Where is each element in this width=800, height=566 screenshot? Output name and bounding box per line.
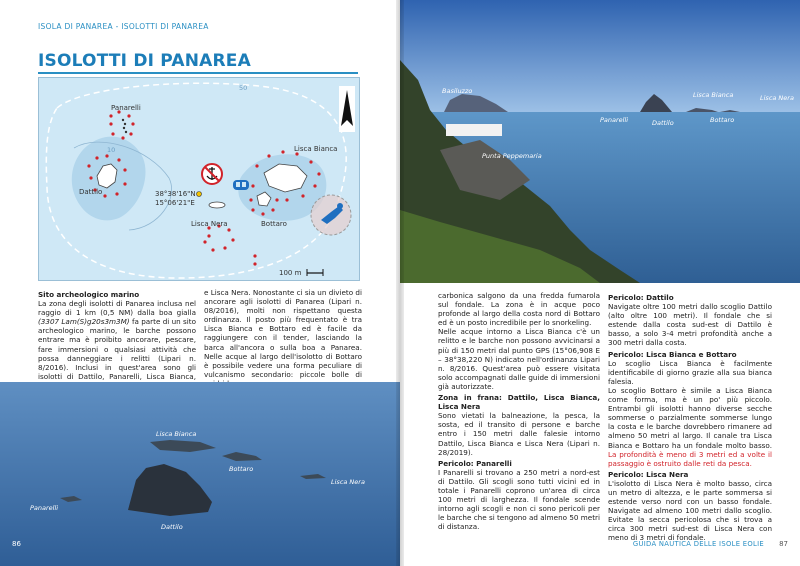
book-spine [396,0,404,566]
photo-label-punta-peppemaria: Punta Peppemaria [482,152,542,160]
photo-label-dattilo: Dattilo [652,119,674,127]
paragraph-anchoring: e Lisca Nera. Nonostante ci sia un divieto di ancorare agli isolotti di Panarea (Lipari n. 08/2016), molti non rispettano questa ordinanza. Il posto più frequentato è tra Lisca Bianca e Bottaro ed è facile da raggiungere con il tender, lasciando la barca all'ancora o sulla boa a Panarea. Nelle acque al largo dell'isolotto di Bottaro è possibile vedere una forma peculiare di vulcanismo secondario: piccole bolle di [204,288,362,379]
diver-icon [311,195,351,235]
left-column-2 [204,288,362,388]
heading-danger-lisca-bianca-bottaro: Pericolo: Lisca Bianca e Bottaro [608,349,737,359]
photo-islets-aerial [0,382,400,566]
running-head: ISOLA DI PANAREA - ISOLOTTI DI PANAREA [38,22,209,31]
photo-label-dattilo: Dattilo [161,523,183,531]
photo-label-bottaro: Bottaro [710,116,735,124]
page-number-left: 86 [12,540,21,548]
paragraph-archaeological-site: La zona degli isolotti di Panarea inclusa nel raggio di 1 km (0,5 NM) dalla boa gialla (3307 Lam(S)g20s3m3M) fa parte di un sito archeologico marino, le barche possono entrare ma è proibito ancorare, pescare, fare immersioni o qualsiasi attività che possa danneggiare i relitti (Lipari n. 8/2016). Inclusi in quest'area sono gli isolotti di Dattilo, Panarelli, Lisca Bianca, [38,299,196,381]
no-anchor-icon [202,164,222,184]
map-coords-lat: 38°38'16"N [155,190,196,198]
photo-coast-view [400,0,800,283]
section-title: ISOLOTTI DI PANAREA [38,51,251,71]
island-lisca-nera [209,202,225,208]
paragraph-fumarole: carbonica salgono da una fredda fumarola sul fondale. La zona è in acque poco profonde al largo della costa nord di Bottaro ed è un posto incredibile per lo snorkeling. [438,291,600,328]
paragraph-landslide-zone: Sono vietati la balneazione, la pesca, la sosta, ed il transito di persone e barche entro i 150 metri dalle falesie intorno Dattilo, Lisca Bianca e Lisca Nera (Lipari n. 28/2019). [438,411,600,457]
heading-danger-dattilo: Pericolo: Dattilo [608,293,674,302]
photo-label-lisca-bianca: Lisca Bianca [693,91,734,99]
paragraph-danger-panarelli: I Panarelli si trovano a 250 metri a nord-est di Dattilo. Gli scogli sono tutti vicini ed in totale i Panarelli coprono un'area di circa 100 metri di larghezza. Il fondale scende intorno agli scogli e non ci sono pericoli per le barche che si tengono ad almeno 50 metri di distanza. [438,467,600,532]
photo-label-lisca-nera: Lisca Nera [760,94,794,102]
map-coords-lon: 15°06'21"E [155,199,195,207]
heading-danger-panarelli: Pericolo: Panarelli [438,458,512,468]
paragraph-danger-lisca-nera: L'isolotto di Lisca Nera è molto basso, circa un metro di altezza, e le parte sommersa si estende verso nord con un basso fondale. Navigate ad almeno 100 metri dallo scoglio. Evitate la secca pericolosa che si trova a circa 300 metri sud-est di Lisca Nera con meno di 3 metri di fondale. [608,478,772,543]
paragraph-danger-dattilo: Navigate oltre 100 metri dallo scoglio Dattilo (alto oltre 100 metri). Il fondale che si estende dalla costa sud-est di Dattilo è basso, a solo 3-4 metri profondità anche a 300 metri dalla costa. [608,302,772,348]
map-scale-label: 100 m [279,269,302,277]
paragraph-lisca-bianca: Lo scoglio Lisca Bianca è facilmente identificabile di giorno grazie alla sua bianca falesia. [608,358,772,386]
left-column-1 [38,288,196,390]
photo-label-lisca-nera: Lisca Nera [331,478,365,486]
right-column-1 [438,291,600,531]
title-rule [38,72,358,74]
buoy-icon [197,192,202,197]
map-label-lisca-bianca: Lisca Bianca [294,145,338,153]
map-label-panarelli: Panarelli [111,104,141,112]
photo-label-lisca-bianca: Lisca Bianca [156,430,197,438]
map-label-bottaro: Bottaro [261,220,287,228]
map-label-dattilo: Dattilo [79,188,103,196]
map-depth-50: 50 [239,84,248,92]
right-page [400,0,800,566]
diver-mask-icon [233,180,249,190]
right-column-2 [608,291,772,543]
paragraph-bottaro: Lo scoglio Bottaro è simile a Lisca Bianca come forma, ma è un po' più piccolo. Entrambi gli isolotti hanno diverse secche sommerse o parzialmente sommerse lungo la costa e le barche dovrebbero rimanere ad almeno 50 metri al largo. Il canale tra Lisca Bianca e Bottaro ha un fondale molto basso. La profondità è meno di 3 metri ed a volte il passaggio è ostruito dalle reti da pesca. [608,385,772,468]
photo-label-bottaro: Bottaro [229,465,254,473]
paragraph-wreck: Nelle acque intorno a Lisca Bianca c'è un relitto e le barche non possono avvicinarsi a più di 150 metri dal punto GPS (15°06,908 E – 38°38,220 N) indicato nell'ordinanza Lipari n. 8/2016. Quest'area può essere visitata solo accompagnati dalle guide di immersioni già autorizzate. [438,327,600,391]
map-depth-10: 10 [107,146,116,154]
heading-danger-lisca-nera: Pericolo: Lisca Nera [608,469,689,479]
photo-label-basiluzzo: Basiluzzo [442,87,473,95]
nautical-map [38,77,360,281]
photo-label-panarelli: Panarelli [600,116,629,124]
map-label-lisca-nera: Lisca Nera [191,220,228,228]
warning-shallow-channel: La profondità è meno di 3 metri ed a volte il passaggio è ostruito dalle reti da pesca. [608,449,772,468]
heading-archaeological-site: Sito archeologico marino [38,290,140,299]
footer-book-title: GUIDA NAUTICA DELLE ISOLE EOLIE [632,540,764,548]
coast-building [446,124,502,136]
heading-landslide-zone: Zona in frana: Dattilo, Lisca Bianca, Lisca Nera [438,393,600,412]
page-number-right: 87 [779,540,788,548]
photo-label-panarelli: Panarelli [30,504,59,512]
north-arrow-icon [339,86,355,132]
